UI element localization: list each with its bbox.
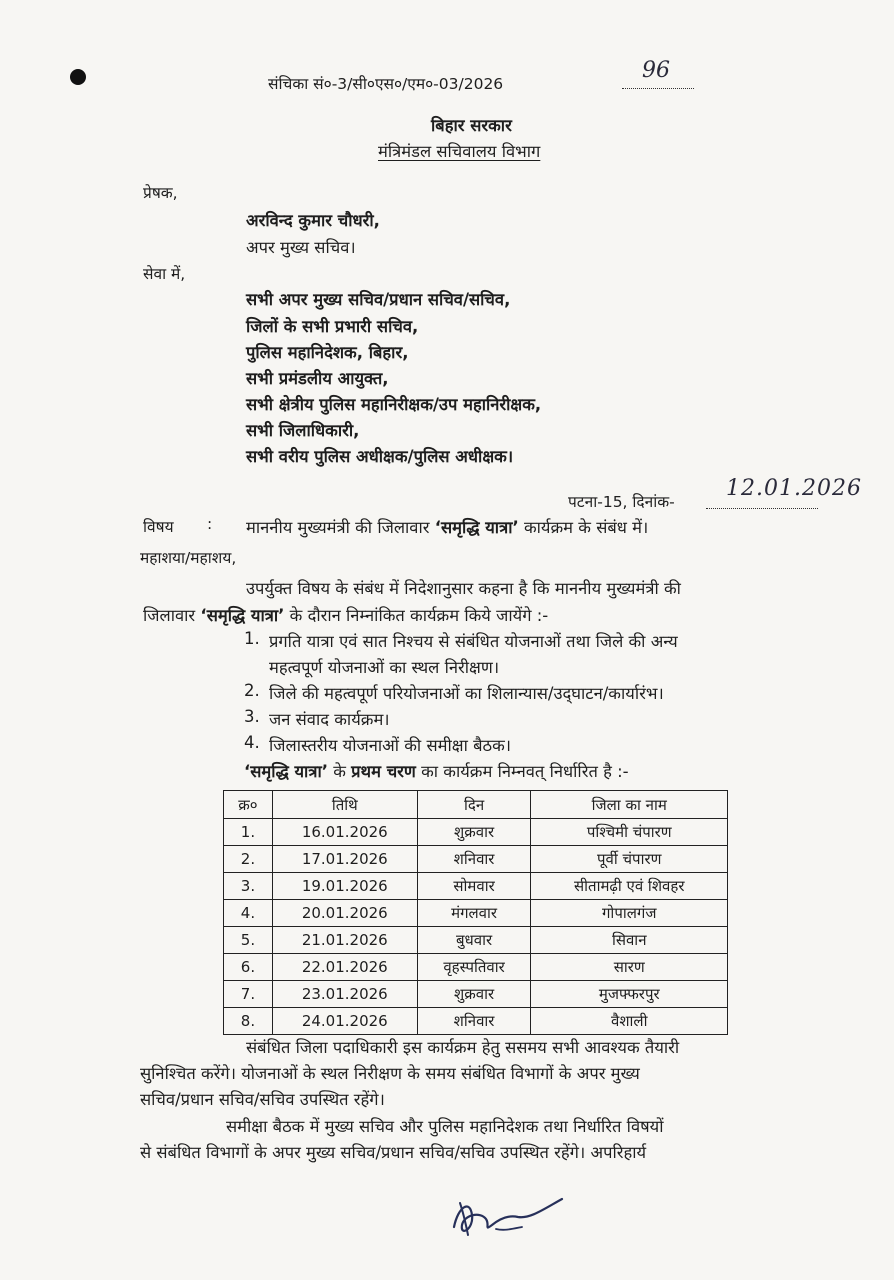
- phase-intro-mid: के: [327, 762, 352, 781]
- file-reference: संचिका सं०-3/सी०एस०/एम०-03/2026: [268, 75, 504, 93]
- day-cell: शनिवार: [417, 846, 531, 873]
- serial-cell: 1.: [224, 819, 273, 846]
- phase-intro: [244, 759, 629, 782]
- district-cell: वैशाली: [531, 1008, 728, 1035]
- recipient-line: सभी प्रमंडलीय आयुक्त,: [246, 369, 389, 388]
- place-date-label: पटना-15, दिनांक-: [568, 493, 675, 511]
- program-item: जिलास्तरीय योजनाओं की समीक्षा बैठक।: [269, 736, 512, 755]
- subject-text-after: कार्यक्रम के संबंध में।: [518, 518, 649, 537]
- table-row: [224, 927, 728, 954]
- intro-yatra-name: ‘समृद्धि यात्रा’: [200, 606, 285, 625]
- program-item: जिले की महत्वपूर्ण परियोजनाओं का शिलान्यास/उद्‌घाटन/कार्यारंभ।: [269, 684, 664, 703]
- salutation: महाशया/महाशय,: [140, 549, 237, 567]
- para2-line-1: संबंधित जिला पदाधिकारी इस कार्यक्रम हेतु ससमय सभी आवश्यक तैयारी: [246, 1038, 680, 1057]
- header-serial: क्र०: [224, 791, 273, 819]
- handwritten-date: 12.01.2026: [726, 476, 862, 501]
- table-row: [224, 846, 728, 873]
- header-date: तिथि: [272, 791, 417, 819]
- program-item: जन संवाद कार्यक्रम।: [269, 710, 390, 729]
- district-cell: सीतामढ़ी एवं शिवहर: [531, 873, 728, 900]
- program-item-continued: महत्वपूर्ण योजनाओं का स्थल निरीक्षण।: [269, 658, 500, 677]
- program-item: प्रगति यात्रा एवं सात निश्चय से संबंधित योजनाओं तथा जिले की अन्य: [269, 632, 678, 651]
- program-number: 2.: [244, 681, 260, 700]
- header-day: दिन: [417, 791, 531, 819]
- table-row: [224, 873, 728, 900]
- day-cell: बुधवार: [417, 927, 531, 954]
- district-cell: सिवान: [531, 927, 728, 954]
- subject-colon: :: [207, 515, 213, 533]
- day-cell: मंगलवार: [417, 900, 531, 927]
- table-row: [224, 819, 728, 846]
- recipient-line: सभी अपर मुख्य सचिव/प्रधान सचिव/सचिव,: [246, 290, 511, 309]
- government-name: बिहार सरकार: [431, 116, 512, 135]
- date-cell: 24.01.2026: [272, 1008, 417, 1035]
- sender-label: प्रेषक,: [143, 184, 178, 202]
- district-cell: गोपालगंज: [531, 900, 728, 927]
- subject-text: [246, 515, 648, 538]
- recipient-line: सभी वरीय पुलिस अधीक्षक/पुलिस अधीक्षक।: [246, 447, 514, 466]
- serial-cell: 7.: [224, 981, 273, 1008]
- date-cell: 19.01.2026: [272, 873, 417, 900]
- signature: [440, 1185, 580, 1255]
- district-cell: सारण: [531, 954, 728, 981]
- day-cell: शुक्रवार: [417, 981, 531, 1008]
- date-cell: 23.01.2026: [272, 981, 417, 1008]
- phase-intro-after: का कार्यक्रम निम्नवत् निर्धारित है :-: [415, 762, 629, 781]
- phase-yatra-name: ‘समृद्धि यात्रा’: [244, 762, 328, 781]
- recipient-line: जिलों के सभी प्रभारी सचिव,: [246, 317, 419, 336]
- day-cell: शुक्रवार: [417, 819, 531, 846]
- program-number: 3.: [244, 707, 260, 726]
- date-cell: 21.01.2026: [272, 927, 417, 954]
- date-cell: 17.01.2026: [272, 846, 417, 873]
- schedule-header-row: [224, 791, 728, 819]
- header-district: जिला का नाम: [531, 791, 728, 819]
- recipient-line: पुलिस महानिदेशक, बिहार,: [246, 343, 409, 362]
- district-cell: मुजफ्फरपुर: [531, 981, 728, 1008]
- table-row: [224, 1008, 728, 1035]
- department-name: मंत्रिमंडल सचिवालय विभाग: [378, 142, 541, 161]
- phase-name: प्रथम चरण: [351, 762, 416, 781]
- serial-cell: 2.: [224, 846, 273, 873]
- recipient-line: सभी क्षेत्रीय पुलिस महानिरीक्षक/उप महानिरीक्षक,: [246, 395, 542, 414]
- serial-cell: 8.: [224, 1008, 273, 1035]
- program-number: 1.: [244, 629, 260, 648]
- intro-line-2: [143, 603, 548, 626]
- para2-line-3: सचिव/प्रधान सचिव/सचिव उपस्थित रहेंगे।: [140, 1090, 385, 1109]
- sender-name: अरविन्द कुमार चौधरी,: [246, 211, 380, 230]
- para2-line-2: सुनिश्चित करेंगे। योजनाओं के स्थल निरीक्षण के समय संबंधित विभागों के अपर मुख्य: [140, 1064, 640, 1083]
- subject-label: विषय: [143, 518, 174, 536]
- sender-designation: अपर मुख्य सचिव।: [246, 238, 356, 257]
- serial-cell: 6.: [224, 954, 273, 981]
- table-row: [224, 954, 728, 981]
- table-row: [224, 981, 728, 1008]
- letter-number: 96: [642, 58, 670, 83]
- subject-yatra-name: ‘समृद्धि यात्रा’: [434, 518, 519, 537]
- recipient-line: सभी जिलाधिकारी,: [246, 421, 360, 440]
- date-cell: 22.01.2026: [272, 954, 417, 981]
- day-cell: शनिवार: [417, 1008, 531, 1035]
- recipients-label: सेवा में,: [143, 265, 186, 283]
- date-cell: 20.01.2026: [272, 900, 417, 927]
- punch-hole-mark: [70, 69, 86, 85]
- table-row: [224, 900, 728, 927]
- program-number: 4.: [244, 733, 260, 752]
- serial-cell: 3.: [224, 873, 273, 900]
- date-cell: 16.01.2026: [272, 819, 417, 846]
- para3-line-2: से संबंधित विभागों के अपर मुख्य सचिव/प्रधान सचिव/सचिव उपस्थित रहेंगे। अपरिहार्य: [140, 1143, 647, 1162]
- intro-text-after: के दौरान निम्नांकित कार्यक्रम किये जायेंगे :-: [284, 606, 549, 625]
- intro-text-before: जिलावार: [143, 606, 201, 625]
- day-cell: वृहस्पतिवार: [417, 954, 531, 981]
- intro-line-1: उपर्युक्त विषय के संबंध में निदेशानुसार कहना है कि माननीय मुख्यमंत्री की: [246, 579, 681, 598]
- schedule-table: [223, 790, 728, 1035]
- para3-line-1: समीक्षा बैठक में मुख्य सचिव और पुलिस महानिदेशक तथा निर्धारित विषयों: [226, 1117, 664, 1136]
- serial-cell: 4.: [224, 900, 273, 927]
- serial-cell: 5.: [224, 927, 273, 954]
- day-cell: सोमवार: [417, 873, 531, 900]
- district-cell: पूर्वी चंपारण: [531, 846, 728, 873]
- district-cell: पश्चिमी चंपारण: [531, 819, 728, 846]
- subject-text-before: माननीय मुख्यमंत्री की जिलावार: [246, 518, 435, 537]
